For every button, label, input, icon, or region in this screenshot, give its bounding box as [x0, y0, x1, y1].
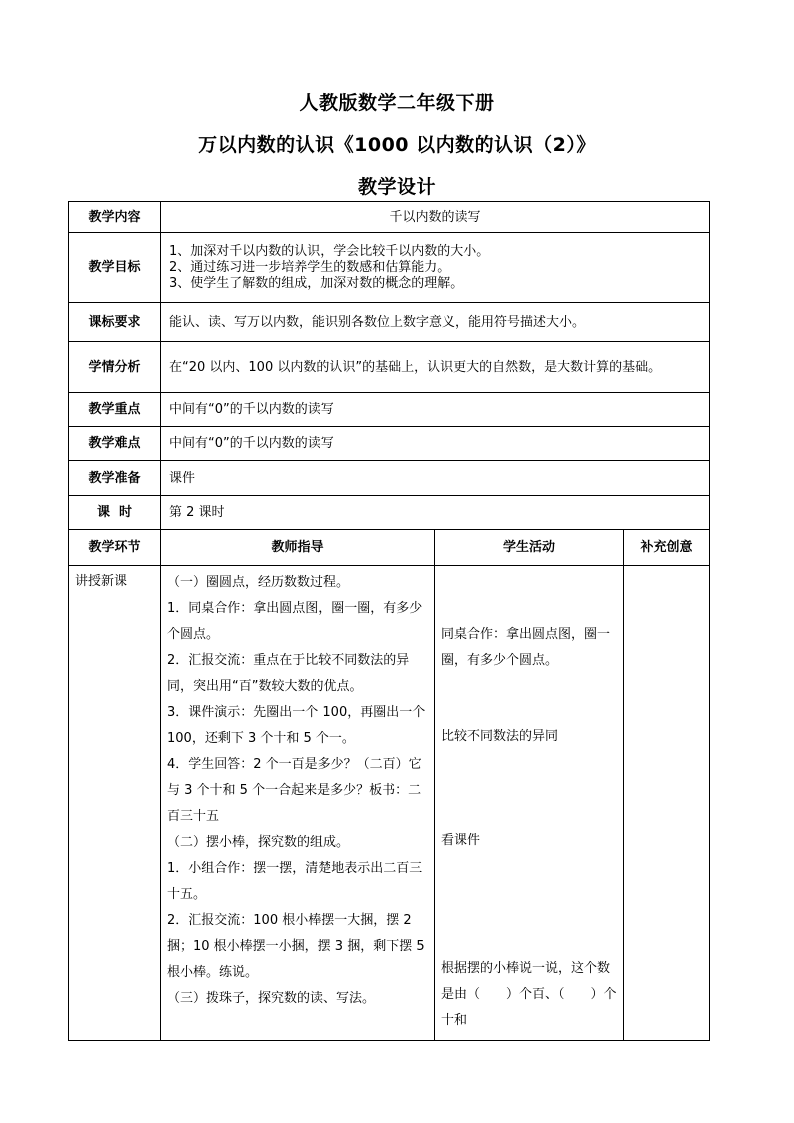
header-teacher: 教师指导 — [161, 530, 435, 566]
document-title: 人教版数学二年级下册 — [299, 92, 495, 114]
value-standard: 能认、读、写万以内数，能识别各数位上数字意义，能用符号描述大小。 — [161, 303, 710, 342]
process-body-row — [69, 566, 710, 1041]
row-prep — [69, 461, 710, 496]
student-activity: 同桌合作：拿出圆点图，圈一圈，有多少个圆点。 — [441, 627, 611, 668]
label-prep: 教学准备 — [69, 461, 161, 496]
student-activity: 比较不同数法的异同 — [441, 729, 559, 744]
row-period — [69, 496, 710, 530]
value-key: 中间有“0”的千以内数的读写 — [161, 393, 710, 427]
teacher-step: 2．汇报交流：重点在于比较不同数法的异同，突出用“百”数较大数的优点。 — [167, 653, 410, 694]
lesson-plan-table — [68, 201, 710, 1041]
teacher-step: 2．汇报交流：100 根小棒摆一大捆，摆 2 捆；10 根小棒摆一小捆，摆 3 捆，剩下摆 5 根小棒。练说。 — [167, 913, 425, 980]
row-analysis — [69, 342, 710, 393]
goal-item: 1、加深对千以内数的认识，学会比较千以内数的大小。 — [169, 243, 490, 259]
stage-cell — [69, 566, 161, 1041]
row-standard — [69, 303, 710, 342]
label-period: 课 时 — [69, 496, 161, 530]
value-analysis: 在“20 以内、100 以内数的认识”的基础上，认识更大的自然数，是大数计算的基础。 — [161, 342, 710, 393]
process-header-row — [69, 530, 710, 566]
student-activity: 看课件 — [441, 833, 481, 848]
value-content: 千以内数的读写 — [161, 202, 710, 233]
label-standard: 课标要求 — [69, 303, 161, 342]
row-content — [69, 202, 710, 233]
label-key: 教学重点 — [69, 393, 161, 427]
document-subtitle: 教学设计 — [357, 176, 436, 198]
lesson-title: 万以内数的认识《1000 以内数的认识（2）》 — [198, 134, 596, 156]
student-cell — [435, 566, 624, 1041]
teacher-step: 4．学生回答：2 个一百是多少？（二百）它与 3 个十和 5 个一合起来是多少？板书：二百三十五 — [167, 757, 422, 824]
header-extra: 补充创意 — [624, 530, 710, 566]
value-prep: 课件 — [161, 461, 710, 496]
value-goals — [161, 233, 710, 303]
stage-label: 讲授新课 — [75, 574, 128, 589]
header-stage: 教学环节 — [69, 530, 161, 566]
teacher-step: 3．课件演示：先圈出一个 100，再圈出一个 100，还剩下 3 个十和 5 个一。 — [167, 705, 426, 746]
teacher-step: （二）摆小棒，探究数的组成。 — [167, 835, 350, 850]
label-analysis: 学情分析 — [69, 342, 161, 393]
row-difficulty — [69, 427, 710, 461]
header-student: 学生活动 — [435, 530, 624, 566]
teacher-step: （三）拨珠子，探究数的读、写法。 — [167, 991, 376, 1006]
value-period: 第 2 课时 — [161, 496, 710, 530]
extra-cell — [624, 566, 710, 1041]
row-goals — [69, 233, 710, 303]
goal-item: 3、使学生了解数的组成，加深对数的概念的理解。 — [169, 275, 464, 291]
teacher-cell — [161, 566, 435, 1041]
label-difficulty: 教学难点 — [69, 427, 161, 461]
student-activity: 根据摆的小棒说一说，这个数是由（ ）个百、（ ）个十和 — [441, 961, 617, 1028]
teacher-step: 1．同桌合作：拿出圆点图，圈一圈，有多少个圆点。 — [167, 601, 423, 642]
row-key — [69, 393, 710, 427]
value-difficulty: 中间有“0”的千以内数的读写 — [161, 427, 710, 461]
teacher-step: （一）圈圆点，经历数数过程。 — [167, 575, 350, 590]
teacher-step: 1．小组合作：摆一摆，清楚地表示出二百三十五。 — [167, 861, 423, 902]
goal-item: 2、通过练习进一步培养学生的数感和估算能力。 — [169, 259, 451, 275]
label-goals: 教学目标 — [69, 233, 161, 303]
label-content: 教学内容 — [69, 202, 161, 233]
